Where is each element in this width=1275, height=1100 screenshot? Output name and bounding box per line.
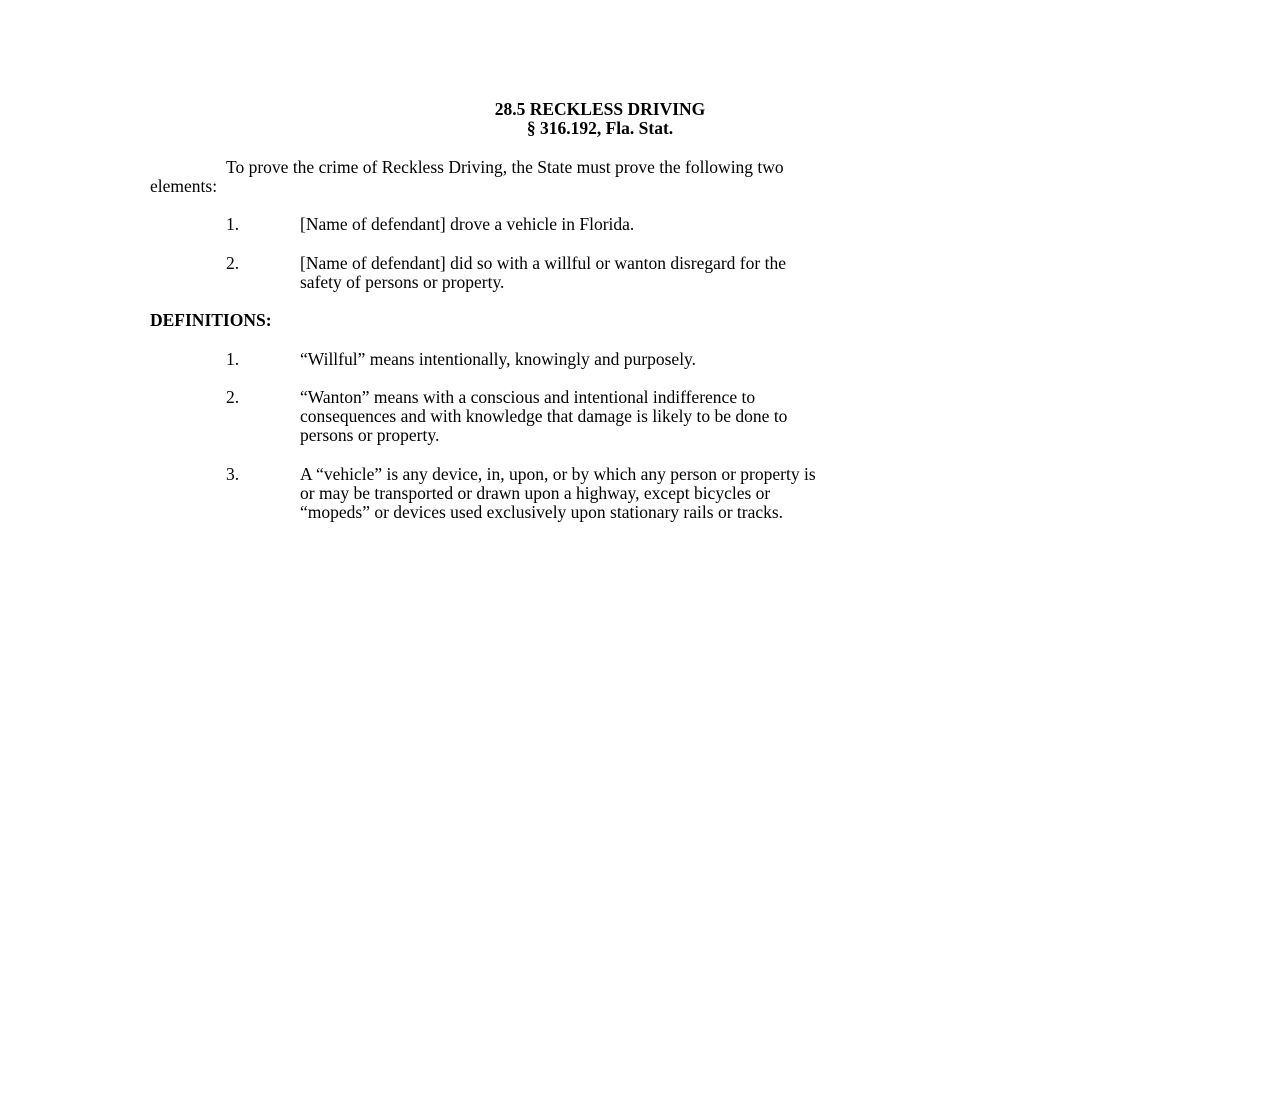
intro-paragraph <box>150 158 1050 196</box>
document-title: 28.5 RECKLESS DRIVING <box>494 99 706 119</box>
element-text <box>300 254 786 292</box>
element-text <box>300 215 634 234</box>
definition-number: 3. <box>226 464 240 484</box>
definition-text-line: persons or property. <box>300 425 440 445</box>
definition-text <box>300 388 787 445</box>
statute-citation: § 316.192, Fla. Stat. <box>526 118 674 138</box>
element-text-line: [Name of defendant] did so with a willful or wanton disregard for the <box>300 253 786 273</box>
definition-text <box>300 465 816 522</box>
definition-number: 1. <box>226 349 240 369</box>
definitions-heading: DEFINITIONS: <box>150 310 272 330</box>
element-number: 2. <box>226 253 240 273</box>
definition-number: 2. <box>226 387 240 407</box>
element-text-line: [Name of defendant] drove a vehicle in Florida. <box>300 214 635 234</box>
definition-text-line: “Wanton” means with a conscious and intentional indifference to <box>300 387 756 407</box>
definition-text-line: consequences and with knowledge that damage is likely to be done to <box>300 406 788 426</box>
definition-text-line: or may be transported or drawn upon a highway, except bicycles or <box>300 483 771 503</box>
element-text-line: safety of persons or property. <box>300 272 505 292</box>
definition-text-line: A “vehicle” is any device, in, upon, or by which any person or property is <box>300 464 816 484</box>
definition-text <box>300 350 696 369</box>
definition-text-line: “mopeds” or devices used exclusively upon stationary rails or tracks. <box>300 502 784 522</box>
document-title-block <box>0 100 1200 138</box>
intro-line-1: To prove the crime of Reckless Driving, the State must prove the following two <box>226 157 784 177</box>
definition-text-line: “Willful” means intentionally, knowingly and purposely. <box>300 349 697 369</box>
element-number: 1. <box>226 214 240 234</box>
intro-line-2: elements: <box>150 176 218 196</box>
